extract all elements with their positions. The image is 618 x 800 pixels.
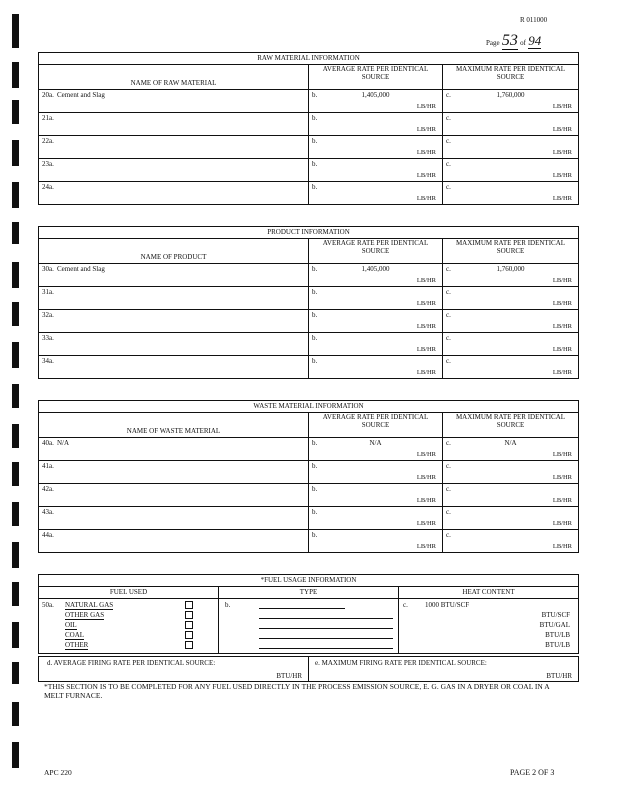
- table-row: 22a. b. LB/HR c. LB/HR: [39, 136, 579, 159]
- fuel-item-number: 50a.: [42, 601, 54, 609]
- fuel-col-type: TYPE: [219, 587, 399, 599]
- product-name-field[interactable]: Cement and Slag: [57, 265, 105, 273]
- product-col-name: NAME OF PRODUCT: [39, 239, 309, 264]
- product-col-max: MAXIMUM RATE PER IDENTICAL SOURCE: [443, 239, 579, 264]
- product-table: [38, 226, 579, 379]
- firing-rate-table: [38, 656, 579, 682]
- raw-col-avg: AVERAGE RATE PER IDENTICAL SOURCE: [309, 65, 443, 90]
- waste-col-avg: AVERAGE RATE PER IDENTICAL SOURCE: [309, 413, 443, 438]
- avg-firing-rate-field[interactable]: BTU/HR: [276, 672, 302, 680]
- heat-value-other[interactable]: BTU/LB: [545, 641, 571, 649]
- raw-avg-field[interactable]: 1,405,000: [361, 91, 390, 99]
- product-col-avg: AVERAGE RATE PER IDENTICAL SOURCE: [309, 239, 443, 264]
- waste-max-field[interactable]: N/A: [504, 439, 517, 447]
- fuel-title: *FUEL USAGE INFORMATION: [39, 575, 579, 587]
- heat-value-natural-gas[interactable]: 1000 BTU/SCF: [425, 601, 470, 609]
- page-number: PAGE 2 OF 3: [510, 768, 555, 777]
- fuel-type-line[interactable]: [259, 638, 393, 639]
- heat-content-label: c.: [403, 601, 408, 609]
- table-row: 42a. b. LB/HR c. LB/HR: [39, 484, 579, 507]
- product-max-field[interactable]: 1,760,000: [496, 265, 525, 273]
- table-row: 43a. b. LB/HR c. LB/HR: [39, 507, 579, 530]
- fuel-type-line[interactable]: [259, 628, 393, 629]
- waste-col-name: NAME OF WASTE MATERIAL: [39, 413, 309, 438]
- raw-material-title: RAW MATERIAL INFORMATION: [39, 53, 579, 65]
- waste-material-table: [38, 400, 579, 553]
- table-row: 41a. b. LB/HR c. LB/HR: [39, 461, 579, 484]
- table-row: 23a. b. LB/HR c. LB/HR: [39, 159, 579, 182]
- table-row: 20a. Cement and Slag b. 1,405,000 LB/HR c. 1,760,000 LB/HR: [39, 90, 579, 113]
- table-row: 33a. b. LB/HR c. LB/HR: [39, 333, 579, 356]
- table-row: 21a. b. LB/HR c. LB/HR: [39, 113, 579, 136]
- raw-col-max: MAXIMUM RATE PER IDENTICAL SOURCE: [443, 65, 579, 90]
- fuel-type-line[interactable]: [259, 618, 393, 619]
- waste-avg-field[interactable]: N/A: [369, 439, 382, 447]
- raw-max-field[interactable]: 1,760,000: [496, 91, 525, 99]
- form-id: APC 220: [44, 768, 72, 777]
- fuel-type-line[interactable]: [259, 648, 393, 649]
- fuel-note: *THIS SECTION IS TO BE COMPLETED FOR ANY FUEL USED DIRECTLY IN THE PROCESS EMISSION SOURCE, E. G. GAS IN A DRYER OR COAL IN A MELT FURNACE.: [44, 682, 550, 700]
- waste-col-max: MAXIMUM RATE PER IDENTICAL SOURCE: [443, 413, 579, 438]
- table-row: 24a. b. LB/HR c. LB/HR: [39, 182, 579, 205]
- table-row: 31a. b. LB/HR c. LB/HR: [39, 287, 579, 310]
- waste-title: WASTE MATERIAL INFORMATION: [39, 401, 579, 413]
- table-row: 44a. b. LB/HR c. LB/HR: [39, 530, 579, 553]
- fuel-option-other-gas[interactable]: OTHER GAS: [65, 611, 105, 619]
- table-row: 34a. b. LB/HR c. LB/HR: [39, 356, 579, 379]
- max-firing-rate-label: e. MAXIMUM FIRING RATE PER IDENTICAL SOURCE:: [315, 659, 487, 667]
- fuel-options: [65, 601, 193, 651]
- raw-name-field[interactable]: Cement and Slag: [57, 91, 105, 99]
- table-row: 40a. N/A b. N/A LB/HR c. N/A LB/HR: [39, 438, 579, 461]
- raw-material-table: [38, 52, 579, 205]
- fuel-col-heat: HEAT CONTENT: [399, 587, 579, 599]
- max-firing-rate-field[interactable]: BTU/HR: [546, 672, 572, 680]
- natural-gas-checkbox[interactable]: [185, 601, 193, 609]
- table-row: 32a. b. LB/HR c. LB/HR: [39, 310, 579, 333]
- other-gas-checkbox[interactable]: [185, 611, 193, 619]
- heat-value-oil[interactable]: BTU/GAL: [539, 621, 571, 629]
- other-checkbox[interactable]: [185, 641, 193, 649]
- product-avg-field[interactable]: 1,405,000: [361, 265, 390, 273]
- fuel-type-line[interactable]: [259, 608, 345, 609]
- fuel-type-label: b.: [225, 601, 231, 609]
- fuel-option-oil[interactable]: OIL: [65, 621, 77, 629]
- fuel-option-other[interactable]: OTHER: [65, 641, 89, 649]
- page-indicator: Page 53 of 94: [486, 32, 542, 49]
- table-row: 30a. Cement and Slag b. 1,405,000 LB/HR c. 1,760,000 LB/HR: [39, 264, 579, 287]
- fuel-option-coal[interactable]: COAL: [65, 631, 85, 639]
- product-title: PRODUCT INFORMATION: [39, 227, 579, 239]
- fuel-col-used: FUEL USED: [39, 587, 219, 599]
- coal-checkbox[interactable]: [185, 631, 193, 639]
- avg-firing-rate-label: d. AVERAGE FIRING RATE PER IDENTICAL SOURCE:: [47, 659, 216, 667]
- document-number: R 011000: [520, 16, 548, 24]
- oil-checkbox[interactable]: [185, 621, 193, 629]
- waste-name-field[interactable]: N/A: [57, 439, 70, 447]
- heat-value-other-gas[interactable]: BTU/SCF: [541, 611, 571, 619]
- heat-value-coal[interactable]: BTU/LB: [545, 631, 571, 639]
- fuel-option-natural-gas[interactable]: NATURAL GAS: [65, 601, 114, 609]
- fuel-usage-table: [38, 574, 579, 654]
- raw-col-name: NAME OF RAW MATERIAL: [39, 65, 309, 90]
